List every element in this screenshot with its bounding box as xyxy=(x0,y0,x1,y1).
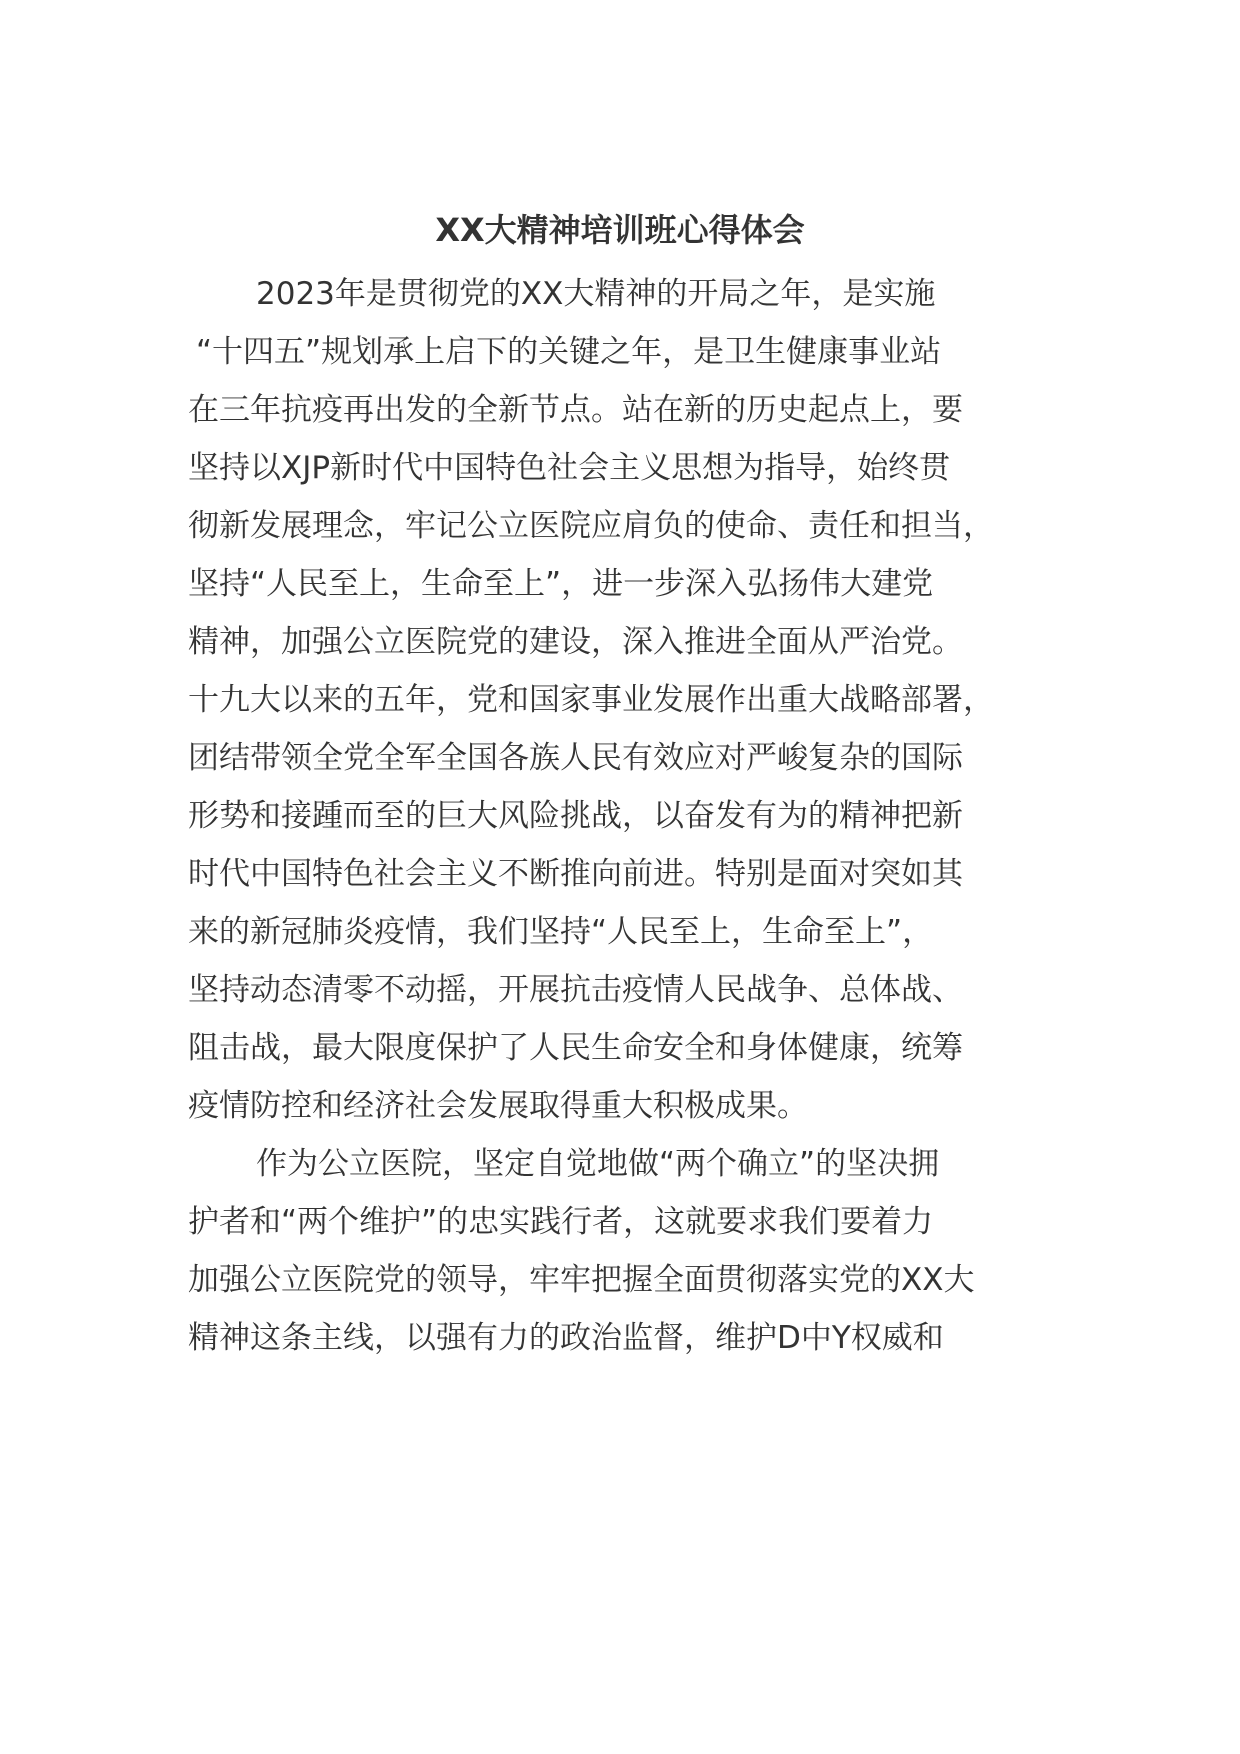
paragraph-line: 精神这条主线，以强有力的政治监督，维护D中Y权威和 xyxy=(188,1320,944,1356)
paragraph-line: 护者和“两个维护”的忠实践行者，这就要求我们要着力 xyxy=(188,1204,934,1240)
paragraph-line: 在三年抗疫再出发的全新节点。站在新的历史起点上，要 xyxy=(188,392,963,428)
paragraph-line: 时代中国特色社会主义不断推向前进。特别是面对突如其 xyxy=(188,856,963,892)
paragraph-line: 坚持“人民至上，生命至上”，进一步深入弘扬伟大建党 xyxy=(188,566,934,602)
paragraph-line: 精神，加强公立医院党的建设，深入推进全面从严治党。 xyxy=(188,624,963,660)
paragraph-line: 作为公立医院，坚定自觉地做“两个确立”的坚决拥 xyxy=(256,1146,940,1182)
paragraph-line: 加强公立医院党的领导，牢牢把握全面贯彻落实党的XX大 xyxy=(188,1262,975,1298)
paragraph-line: 2023年是贯彻党的XX大精神的开局之年，是实施 xyxy=(256,276,936,312)
paragraph-line: 形势和接踵而至的巨大风险挑战，以奋发有为的精神把新 xyxy=(188,798,963,834)
paragraph-line: 团结带领全党全军全国各族人民有效应对严峻复杂的国际 xyxy=(188,740,963,776)
paragraph-line: 十九大以来的五年，党和国家事业发展作出重大战略部署， xyxy=(188,682,994,718)
paragraph-line: 疫情防控和经济社会发展取得重大积极成果。 xyxy=(188,1088,808,1124)
paragraph-line: 来的新冠肺炎疫情，我们坚持“人民至上，生命至上”， xyxy=(188,914,934,950)
paragraph-line: 阻击战，最大限度保护了人民生命安全和身体健康，统筹 xyxy=(188,1030,963,1066)
paragraph-line: 彻新发展理念，牢记公立医院应肩负的使命、责任和担当， xyxy=(188,508,994,544)
document-title: XX大精神培训班心得体会 xyxy=(435,211,805,249)
paragraph-line: “十四五”规划承上启下的关键之年，是卫生健康事业站 xyxy=(196,334,942,370)
paragraph-line: 坚持动态清零不动摇，开展抗击疫情人民战争、总体战、 xyxy=(188,972,963,1008)
paragraph-line: 坚持以XJP新时代中国特色社会主义思想为指导，始终贯 xyxy=(188,450,951,486)
